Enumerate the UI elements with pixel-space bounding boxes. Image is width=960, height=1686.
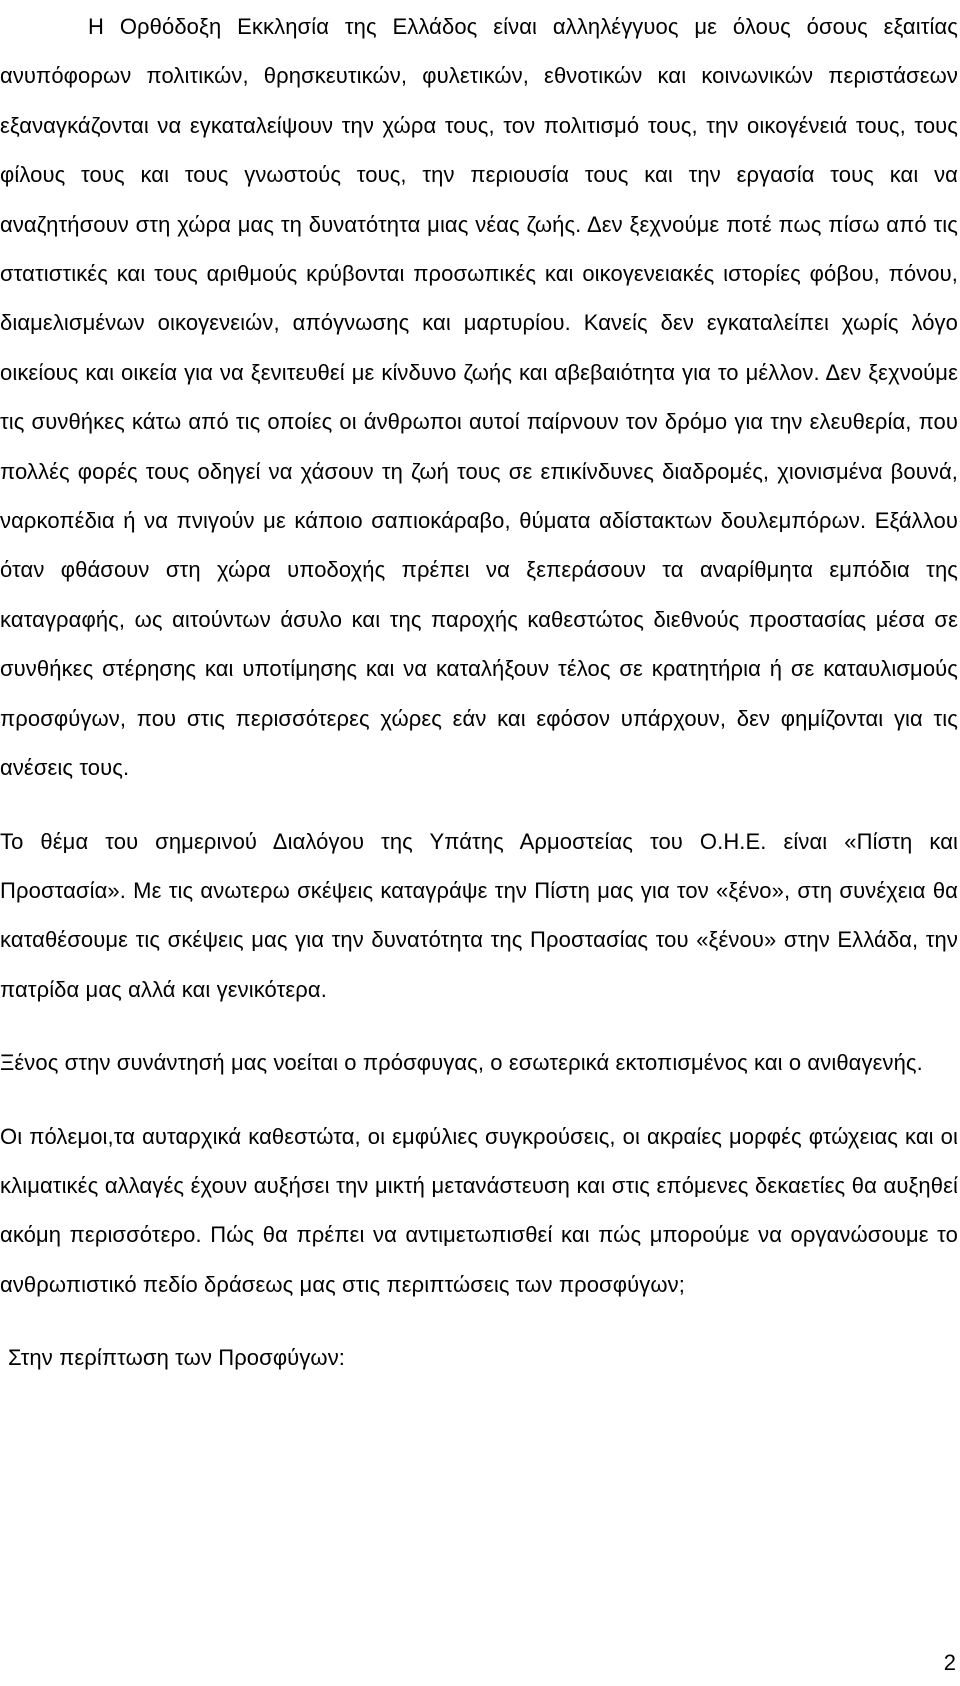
paragraph-church-solidarity: Η Ορθόδοξη Εκκλησία της Ελλάδος είναι αλληλέγγυος με όλους όσους εξαιτίας ανυπόφορων πολιτικών, θρησκευτικών, φυλετικών, εθνοτικών και κοινωνικών περιστάσεων εξαναγκάζονται να εγκαταλείψουν την χώρα τους, τον πολιτισμό τους, την οικογένειά τους, τους φίλους τους και τους γνωστούς τους, την περιουσία τους και την εργασία τους και να αναζητήσουν στη χώρα μας τη δυνατότητα μιας νέας ζωής. Δεν ξεχνούμε ποτέ πως πίσω από τις στατιστικές και τους αριθμούς κρύβονται προσωπικές και οικογενειακές ιστορίες φόβου, πόνου, διαμελισμένων οικογενειών, απόγνωσης και μαρτυρίου. Κανείς δεν εγκαταλείπει χωρίς λόγο οικείους και οικεία για να ξενιτευθεί με κίνδυνο ζωής και αβεβαιότητα για το μέλλον. Δεν ξεχνούμε τις συνθήκες κάτω από τις οποίες οι άνθρωποι αυτοί παίρνουν τον δρόμο για την ελευθερία, που πολλές φορές τους οδηγεί να χάσουν τη ζωή τους σε επικίνδυνες διαδρομές, χιονισμένα βουνά, ναρκοπέδια ή να πνιγούν με κάποιο σαπιοκάραβο, θύματα αδίστακτων δουλεμπόρων. Εξάλλου όταν φθάσουν στη χώρα υποδοχής πρέπει να ξεπεράσουν τα αναρίθμητα εμπόδια της καταγραφής, ως αιτούντων άσυλο και της παροχής καθεστώτος διεθνούς προστασίας μέσα σε συνθήκες στέρησης και υποτίμησης και να καταλήξουν τέλος σε κρατητήρια ή σε καταυλισμούς προσφύγων, που στις περισσότερες χώρες εάν και εφόσον υπάρχουν, δεν φημίζονται για τις ανέσεις τους. bbox=[0, 14, 958, 781]
paragraph-causes-of-migration: Οι πόλεμοι,τα αυταρχικά καθεστώτα, οι εμφύλιες συγκρούσεις, οι ακραίες μορφές φτώχειας και οι κλιματικές αλλαγές έχουν αυξήσει την μικτή μετανάστευση και στις επόμενες δεκαετίες θα αυξηθεί ακόμη περισσότερο. Πώς θα πρέπει να αντιμετωπισθεί και πώς μπορούμε να οργανώσουμε το ανθρωπιστικό πεδίο δράσεως μας στις περιπτώσεις των προσφύγων; bbox=[0, 1123, 958, 1297]
page-number: 2 bbox=[943, 1650, 956, 1675]
paragraph-dialogue-theme: Το θέμα του σημερινού Διαλόγου της Υπάτης Αρμοστείας του Ο.Η.Ε. είναι «Πίστη και Προστασία». Με τις ανωτερω σκέψεις καταγράψε την Πίστη μας για τον «ξένο», στη συνέχεια θα καταθέσουμε τις σκέψεις μας για την δυνατότητα της Προστασίας του «ξένου» στην Ελλάδα, την πατρίδα μας αλλά και γενικότερα. bbox=[0, 828, 958, 1002]
paragraph-refugees-heading: Στην περίπτωση των Προσφύγων: bbox=[8, 1345, 346, 1371]
paragraph-stranger-definition: Ξένος στην συνάντησή μας νοείται ο πρόσφυγας, ο εσωτερικά εκτοπισμένος και ο ανιθαγενής. bbox=[0, 1050, 923, 1076]
